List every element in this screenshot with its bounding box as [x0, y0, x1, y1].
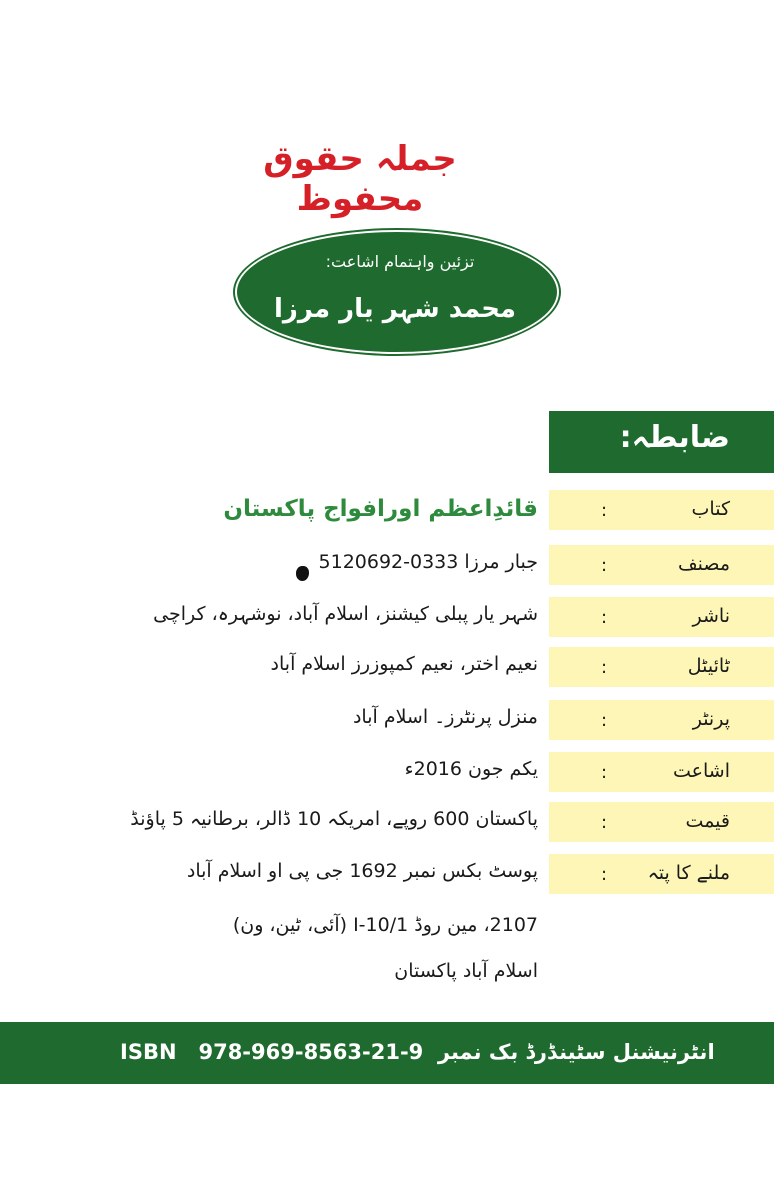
copyright-heading: جملہ حقوق محفوظ [263, 139, 457, 219]
address-line-1: پوسٹ بکس نمبر 1692 جی پی او اسلام آباد [186, 860, 538, 882]
design-credit-name: محمد شہر یار مرزا [273, 294, 517, 324]
colon: : [600, 555, 608, 576]
title-design-value: نعیم اختر، نعیم کمپوزرز اسلام آباد [270, 653, 538, 675]
label-price: قیمت [685, 810, 730, 832]
colon: : [600, 710, 608, 731]
address-line-2: 2107، مین روڈ I-10/1 (آئی، ٹین، ون) [232, 914, 538, 936]
printer-value: منزل پرنٹرز۔ اسلام آباد [352, 706, 538, 728]
colophon-header: ضابطہ: [619, 420, 730, 455]
label-printer: پرنٹر [692, 708, 730, 730]
label-book: کتاب [691, 498, 730, 520]
publication-date-value: یکم جون 2016ء [404, 758, 538, 780]
design-credit-label: تزئین واہتمام اشاعت: [325, 252, 475, 271]
colon: : [600, 864, 608, 885]
isbn-line [120, 1040, 715, 1064]
colon: : [600, 500, 608, 521]
isbn-label: ISBN [120, 1040, 177, 1064]
book-title: قائدِاعظم اورافواج پاکستان [223, 496, 538, 522]
publisher-value: شہر یار پبلی کیشنز، اسلام آباد، نوشہرہ، کراچی [153, 603, 538, 625]
design-credit-oval [237, 232, 557, 352]
label-publication: اشاعت [673, 760, 730, 782]
price-value: پاکستان 600 روپے، امریکہ 10 ڈالر، برطانیہ 5 پاؤنڈ [130, 808, 538, 830]
label-publisher: ناشر [692, 605, 730, 627]
colon: : [600, 762, 608, 783]
colon: : [600, 812, 608, 833]
colon: : [600, 657, 608, 678]
isbn-number: 978-969-8563-21-9 [198, 1040, 424, 1064]
colon: : [600, 607, 608, 628]
label-address: ملنے کا پتہ [647, 862, 730, 884]
address-line-3: اسلام آباد پاکستان [394, 960, 538, 982]
ink-blot [296, 566, 309, 581]
label-title-design: ٹائیٹل [687, 655, 730, 677]
label-author: مصنف [677, 553, 730, 575]
author-value: جبار مرزا 0333-5120692 [318, 551, 538, 573]
isbn-label-urdu: انٹرنیشنل سٹینڈرڈ بک نمبر [437, 1040, 715, 1064]
